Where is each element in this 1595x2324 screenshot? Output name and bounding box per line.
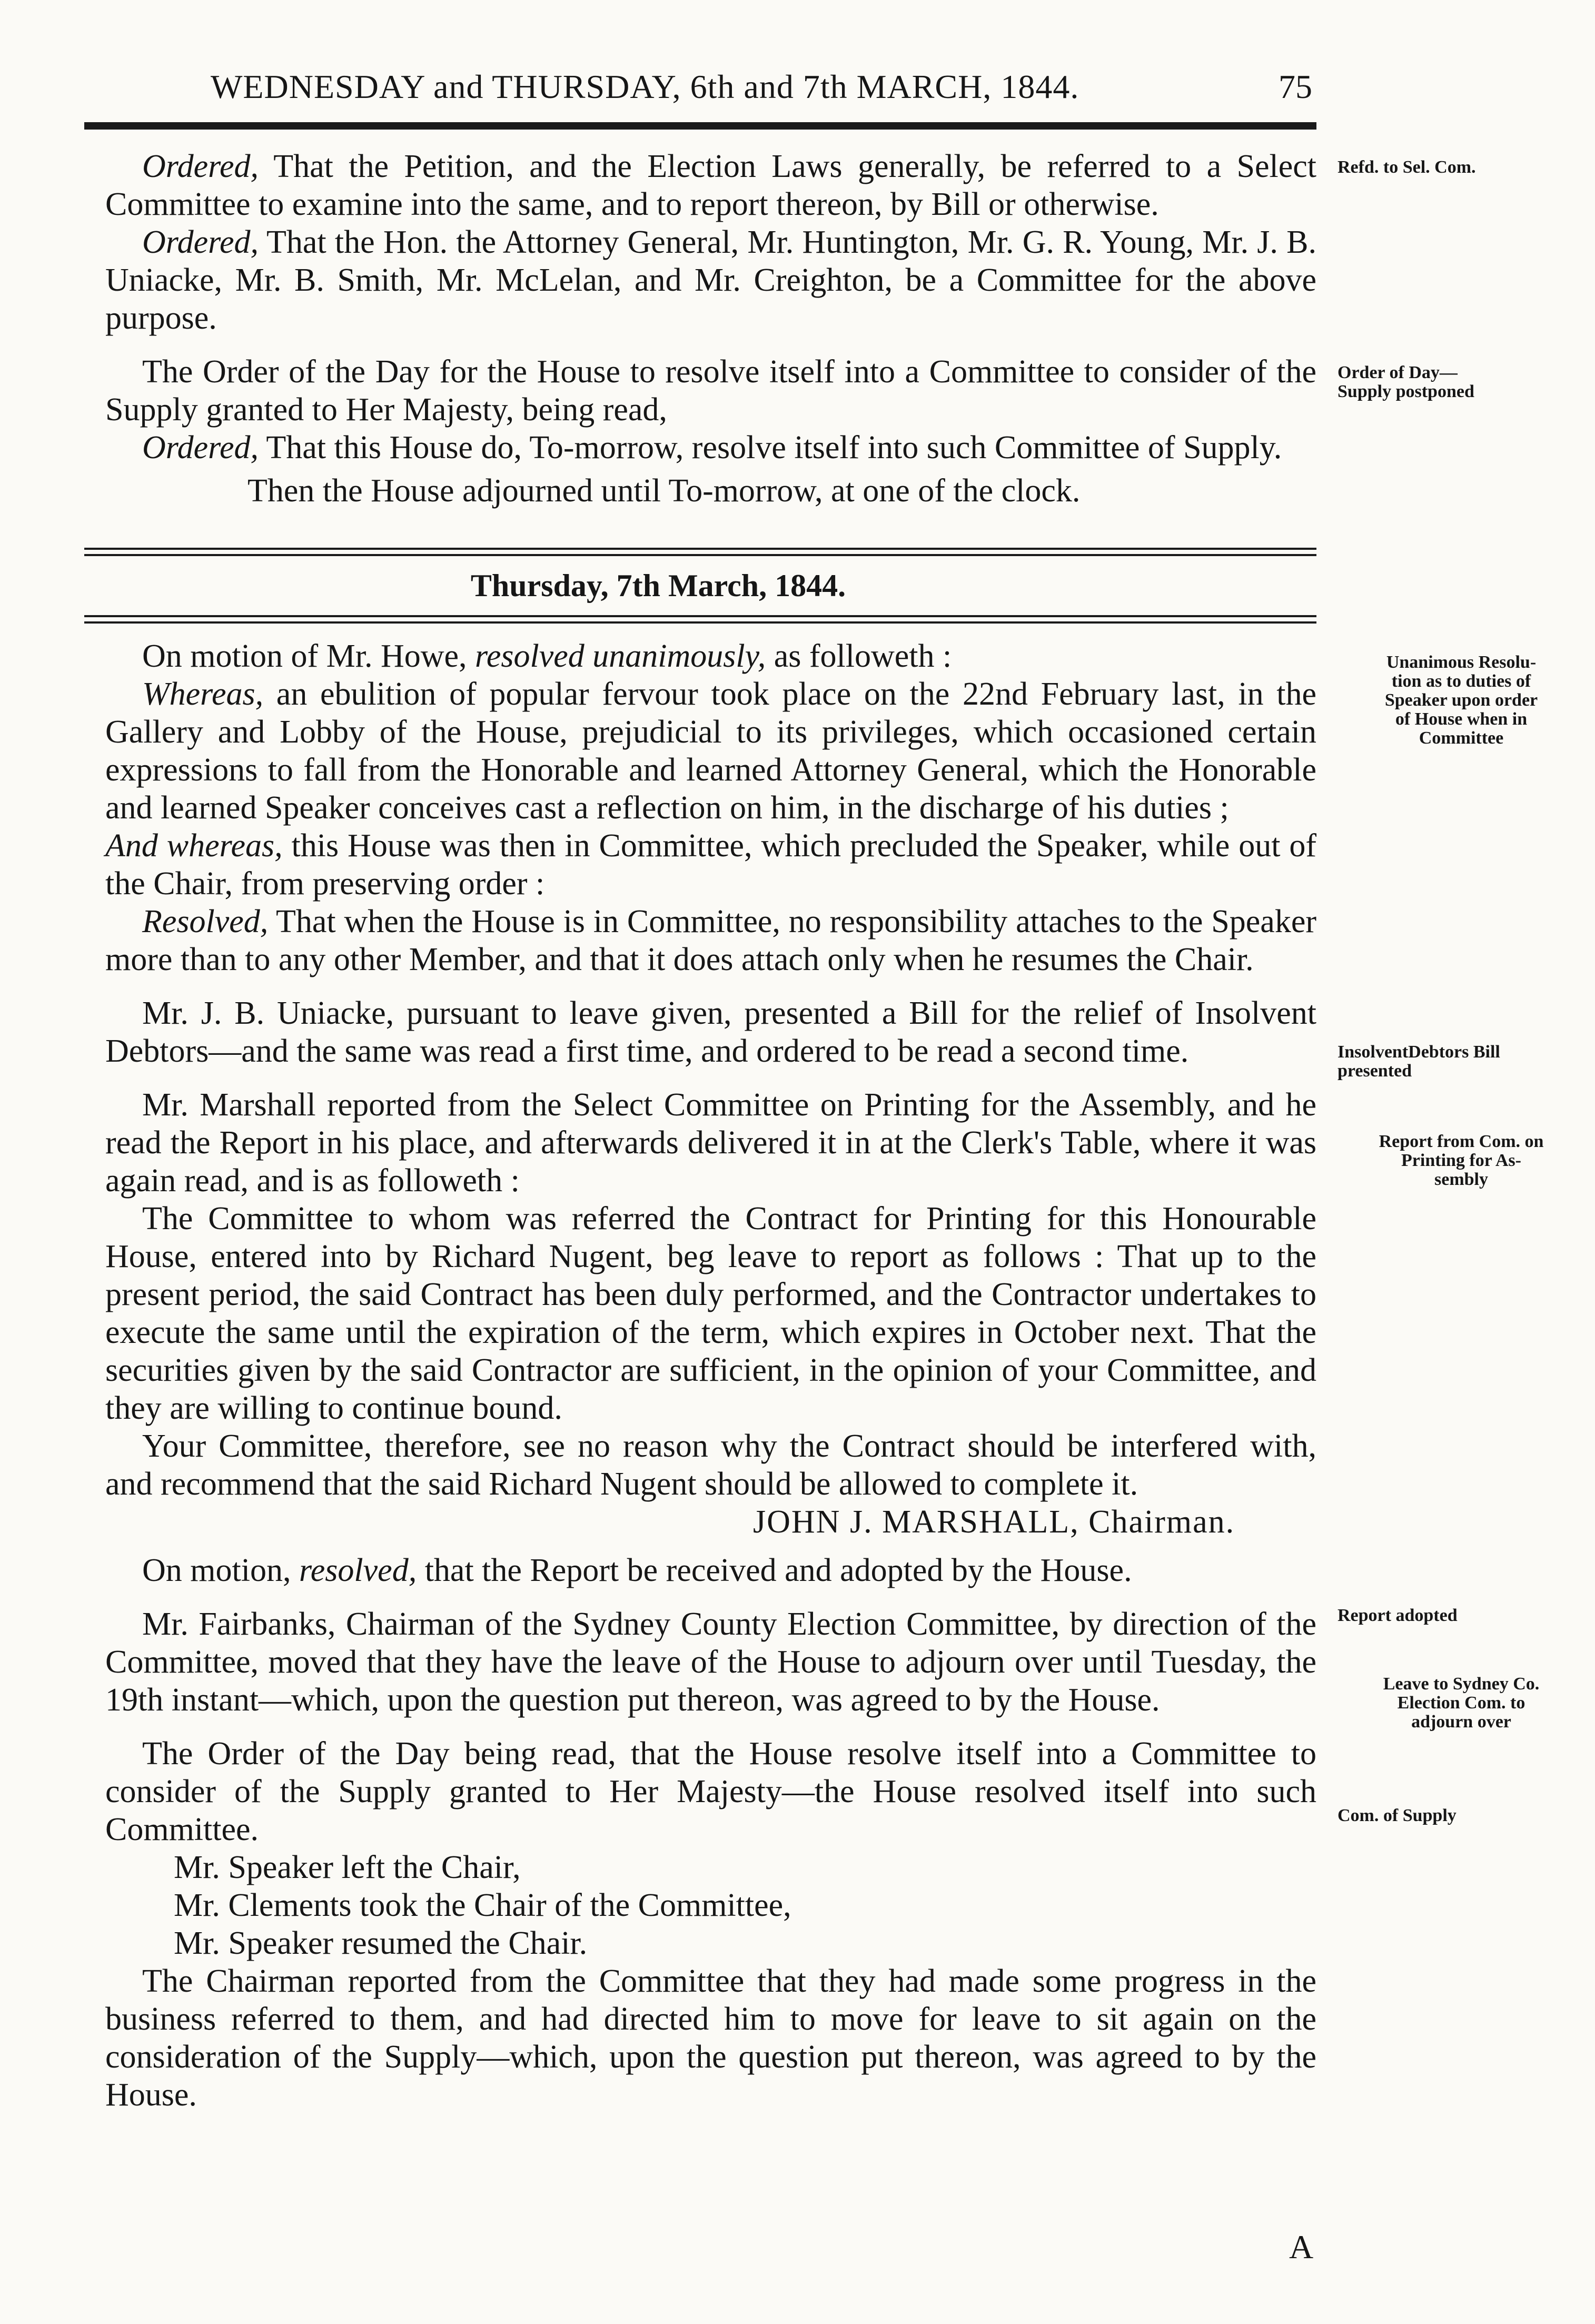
margin-note-insolvent bbox=[1338, 1043, 1585, 1081]
margin-note-line: Report from Com. on bbox=[1379, 1132, 1544, 1151]
margin-note-refd: Refd. to Sel. Com. bbox=[1338, 157, 1476, 177]
text-run: On motion of Mr. Howe, bbox=[142, 638, 475, 674]
paragraph-recommendation: Your Committee, therefore, see no reason why the Contract should be interfered with, and recommend that the said Richard Nugent should be allowed to complete it. bbox=[105, 1428, 1316, 1502]
section-thursday bbox=[105, 637, 1316, 2114]
ordered-label: Ordered, bbox=[142, 430, 259, 466]
margin-note-order-of-day bbox=[1338, 363, 1585, 401]
resolved-label: resolved, bbox=[299, 1552, 417, 1588]
whereas-label: Whereas, bbox=[142, 676, 264, 712]
margin-note-line: Printing for As- bbox=[1401, 1151, 1521, 1170]
text-run: That when the House is in Committee, no responsibility attaches to the Speaker more than to any other Member, and that it does attach only when he resumes the Chair. bbox=[105, 904, 1316, 977]
paragraph-report-adopted bbox=[105, 1551, 1316, 1589]
paragraph-insolvent-bill: Mr. J. B. Uniacke, pursuant to leave given, presented a Bill for the relief of Insolvent Debtors—and the same was read a first time, and ordered to be read a second time. bbox=[105, 995, 1316, 1069]
ordered-label: Ordered, bbox=[142, 224, 259, 260]
paragraph-ordered-refer bbox=[105, 147, 1316, 223]
proceeding-line: Mr. Clements took the Chair of the Committee, bbox=[174, 1887, 791, 1923]
paragraph-whereas bbox=[105, 675, 1316, 827]
margin-note-com-supply: Com. of Supply bbox=[1338, 1806, 1457, 1825]
margin-note-line: Speaker upon order bbox=[1384, 690, 1538, 710]
paragraph-fairbanks: Mr. Fairbanks, Chairman of the Sydney County Election Committee, by direction of the Committee, moved that they have the leave of the House to adjourn over until Tuesday, the 19th instant—which, upon the question put thereon, was agreed to by the House. bbox=[105, 1606, 1316, 1718]
margin-note-line: of House when in bbox=[1395, 709, 1528, 729]
resolved-label: Resolved, bbox=[142, 904, 269, 940]
paragraph-order-of-day: The Order of the Day for the House to resolve itself into a Committee to consider of the Supply granted to Her Majesty, being read, bbox=[105, 354, 1316, 428]
date-rule-bottom bbox=[84, 615, 1316, 617]
margin-note-line: Supply postponed bbox=[1338, 382, 1474, 401]
text-run: an ebulition of popular fervour took place on the 22nd February last, in the Gallery and Lobby of the House, prejudicial to its privileges, which occasioned certain expressions to fall from the Honorable and learned Attorney General, which the Honorable and learned Speaker conceives cast a reflection on him, in the discharge of his duties ; bbox=[105, 676, 1316, 826]
margin-note-line: presented bbox=[1338, 1061, 1412, 1081]
margin-note-line: adjourn over bbox=[1411, 1712, 1511, 1732]
margin-note-line: sembly bbox=[1434, 1170, 1488, 1189]
text-run: as followeth : bbox=[766, 638, 952, 674]
ordered-label: Ordered, bbox=[142, 149, 259, 184]
section-wednesday bbox=[105, 147, 1316, 510]
text-run: that the Report be received and adopted by the House. bbox=[417, 1552, 1132, 1588]
paragraph-text: That the Petition, and the Election Laws generally, be referred to a Select Committee to examine into the same, and to report thereon, by Bill or otherwise. bbox=[105, 149, 1316, 222]
header-rule bbox=[84, 122, 1316, 130]
and-whereas-label: And whereas, bbox=[105, 828, 283, 864]
date-rule-bottom-2 bbox=[84, 621, 1316, 624]
committee-proceedings bbox=[105, 1848, 1316, 1962]
page-number: 75 bbox=[1279, 68, 1312, 105]
date-rule-top-2 bbox=[84, 554, 1316, 556]
resolved-label: resolved unanimously, bbox=[475, 638, 766, 674]
paragraph-text: That this House do, To-morrow, resolve itself into such Committee of Supply. bbox=[258, 430, 1282, 466]
margin-note-line: InsolventDebtors Bill bbox=[1338, 1042, 1500, 1062]
running-head: WEDNESDAY and THURSDAY, 6th and 7th MARCH, 1844. bbox=[211, 68, 1079, 105]
paragraph-supply-committee: The Order of the Day being read, that the House resolve itself into a Committee to consider of the Supply granted to Her Majesty—the House resolved itself into such Committee. bbox=[105, 1736, 1316, 1847]
paragraph-resolved bbox=[105, 903, 1316, 978]
paragraph-ordered-committee bbox=[105, 223, 1316, 337]
margin-note-leave-sydney bbox=[1338, 1675, 1585, 1732]
paragraph-adjourned: Then the House adjourned until To-morrow, at one of the clock. bbox=[247, 473, 1081, 509]
paragraph-and-whereas bbox=[105, 827, 1316, 903]
date-heading: Thursday, 7th March, 1844. bbox=[470, 568, 846, 603]
margin-note-line: Unanimous Resolu- bbox=[1386, 652, 1537, 672]
date-rule-top bbox=[84, 548, 1316, 550]
margin-note-line: Election Com. to bbox=[1397, 1693, 1525, 1713]
paragraph-printing-report: The Committee to whom was referred the Contract for Printing for this Honourable House, entered into by Richard Nugent, beg leave to report as follows : That up to the present period, the said Contract has been duly performed, and the Contractor undertakes to execute the same until the expiration of the term, which expires in October next. That the securities given by the said Contractor are sufficient, in the opinion of your Committee, and they are willing to continue bound. bbox=[105, 1201, 1316, 1426]
margin-note-report-adopted: Report adopted bbox=[1338, 1606, 1458, 1625]
proceeding-line: Mr. Speaker left the Chair, bbox=[174, 1850, 521, 1885]
text-run: On motion, bbox=[142, 1552, 299, 1588]
paragraph-motion-howe bbox=[105, 637, 1316, 675]
margin-note-report-printing bbox=[1338, 1132, 1585, 1189]
margin-note-line: Leave to Sydney Co. bbox=[1383, 1674, 1540, 1694]
paragraph-text: That the Hon. the Attorney General, Mr. Huntington, Mr. G. R. Young, Mr. J. B. Uniacke, Mr. B. Smith, Mr. McLelan, and Mr. Creighton, be a Committee for the above purpose. bbox=[105, 224, 1316, 336]
paragraph-ordered-supply bbox=[105, 429, 1316, 467]
margin-note-line: Order of Day— bbox=[1338, 363, 1458, 382]
chairman-signature: JOHN J. MARSHALL, Chairman. bbox=[753, 1504, 1235, 1540]
paragraph-marshall-report: Mr. Marshall reported from the Select Committee on Printing for the Assembly, and he read the Report in his place, and afterwards delivered it in at the Clerk's Table, where it was again read, and is as followeth : bbox=[105, 1087, 1316, 1199]
text-run: this House was then in Committee, which precluded the Speaker, while out of the Chair, from preserving order : bbox=[105, 828, 1316, 902]
proceeding-line: Mr. Speaker resumed the Chair. bbox=[174, 1925, 588, 1961]
margin-note-unanimous bbox=[1338, 653, 1585, 748]
catchword: A bbox=[1289, 2228, 1314, 2266]
paragraph-chairman-reported: The Chairman reported from the Committee that they had made some progress in the business referred to them, and had directed him to move for leave to sit again on the consideration of the Supply—which, upon the question put thereon, was agreed to by the House. bbox=[105, 1963, 1316, 2113]
margin-note-line: Committee bbox=[1419, 728, 1504, 748]
margin-note-line: tion as to duties of bbox=[1391, 671, 1531, 691]
